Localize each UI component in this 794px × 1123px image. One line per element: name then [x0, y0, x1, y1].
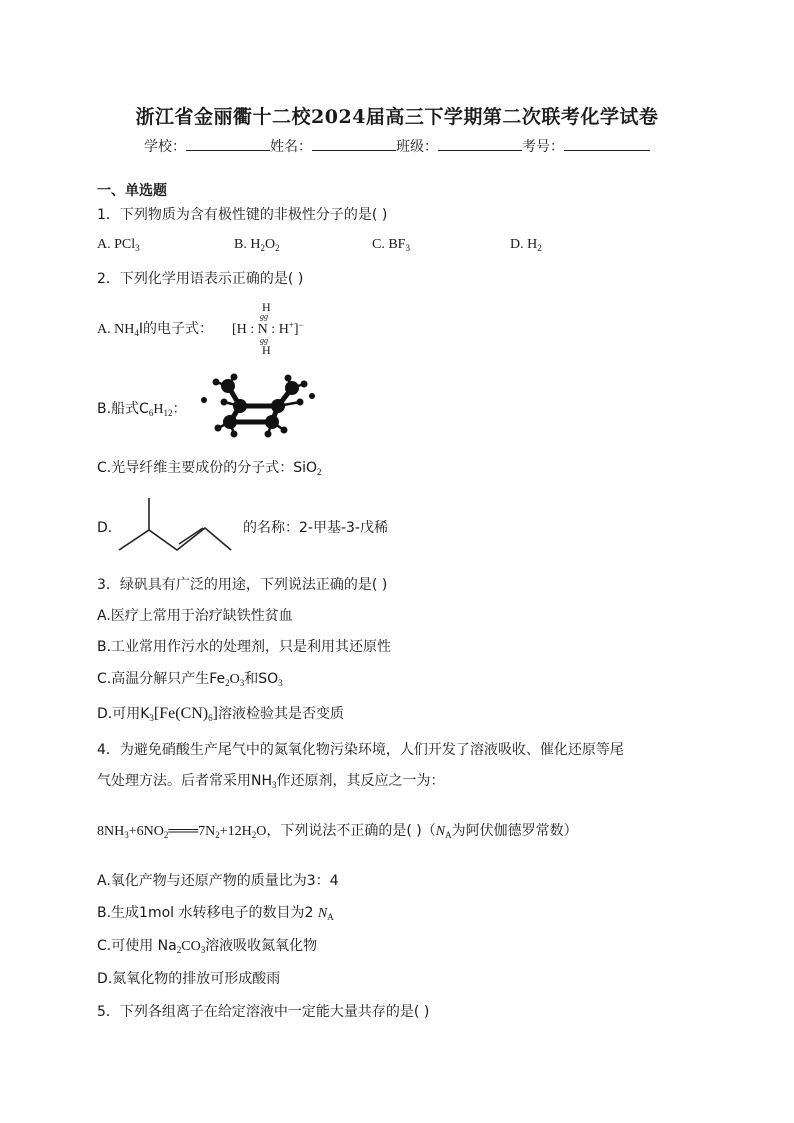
- q4-option-c[interactable]: C.可使用 $Na_2CO_3$溶液吸收氮氧化物: [97, 938, 318, 955]
- q2-option-d-text: 的名称：2-甲基-3-戊稀: [243, 520, 388, 536]
- top-h: H: [262, 300, 271, 314]
- q3-option-b[interactable]: B.工业常用作污水的处理剂，只是利用其还原性: [97, 639, 392, 655]
- class-label: 班级：: [396, 139, 438, 155]
- id-label: 考号：: [522, 139, 564, 155]
- question-3-stem: 3．绿矾具有广泛的用途，下列说法正确的是( ): [97, 577, 388, 593]
- boat-cyclohexane-model: [200, 372, 320, 442]
- q4-option-d[interactable]: D.氮氧化物的排放可形成酸雨: [97, 971, 281, 987]
- question-5-stem: 5．下列各组离子在给定溶液中一定能大量共存的是( ): [97, 1004, 430, 1020]
- q1-option-d[interactable]: D. $H_2$: [510, 237, 542, 253]
- q1-option-a[interactable]: A. PCl$_3$: [97, 237, 140, 253]
- q1-option-c[interactable]: C. $BF_3$: [372, 237, 410, 253]
- student-info-line: [0, 136, 794, 156]
- name-label: 姓名：: [270, 139, 312, 155]
- section-heading: 一、单选题: [97, 183, 167, 199]
- exam-title: 浙江省金丽衢十二校2024届高三下学期第二次联考化学试卷: [135, 106, 659, 128]
- name-blank[interactable]: [312, 137, 396, 151]
- q2-option-a[interactable]: A. $NH_4I$的电子式：: [97, 321, 213, 338]
- id-blank[interactable]: [564, 137, 650, 151]
- question-4-stem-line2: 气处理方法。后者常采用$NH_3$作还原剂，其反应之一为：: [97, 773, 445, 790]
- q4-option-a[interactable]: A.氧化产物与还原产物的质量比为3：4: [97, 873, 339, 889]
- school-label: 学校：: [144, 139, 186, 155]
- q1-option-b[interactable]: B. $H_2O_2$: [234, 237, 280, 253]
- q3-option-a[interactable]: A.医疗上常用于治疗缺铁性贫血: [97, 608, 293, 624]
- q2-option-c[interactable]: C.光导纤维主要成份的分子式：SiO$_2$: [97, 460, 322, 477]
- q3-option-d[interactable]: D.可用$K_3[Fe(CN)_6]$溶液检验其是否变质: [97, 705, 344, 723]
- top-dots: gg: [260, 312, 268, 321]
- 2-methyl-3-pentene-skeleton: [115, 496, 235, 556]
- bottom-dots: gg: [260, 336, 268, 345]
- q4-option-b[interactable]: B.生成1mol 水转移电子的数目为2 $N_A$: [97, 905, 334, 922]
- reaction-equation: $8NH_3+6NO_2═══7N_2+12H_2O$: [97, 824, 267, 840]
- q2-option-b[interactable]: B.船式$C_6H_{12}$：: [97, 401, 187, 418]
- question-4-stem-line1: 4．为避免硝酸生产尾气中的氮氧化物污染环境，人们开发了溶液吸收、催化还原等尾: [97, 742, 624, 758]
- q4-equation-line: $8NH_3+6NO_2═══7N_2+12H_2O$，下列说法不正确的是( )（$N_A$为阿伏伽德罗常数）: [97, 823, 578, 840]
- bottom-h: H: [262, 343, 271, 357]
- q2-option-d-label[interactable]: D.: [97, 520, 113, 536]
- q3-option-c[interactable]: C.高温分解只产生$Fe_2O_3$和$SO_3$: [97, 671, 283, 688]
- question-2-stem: 2．下列化学用语表示正确的是( ): [97, 271, 304, 287]
- question-1-stem: 1．下列物质为含有极性键的非极性分子的是( ): [97, 207, 388, 223]
- school-blank[interactable]: [186, 137, 270, 151]
- class-blank[interactable]: [438, 137, 522, 151]
- electron-formula-main: [H : N : H+]−: [232, 320, 304, 337]
